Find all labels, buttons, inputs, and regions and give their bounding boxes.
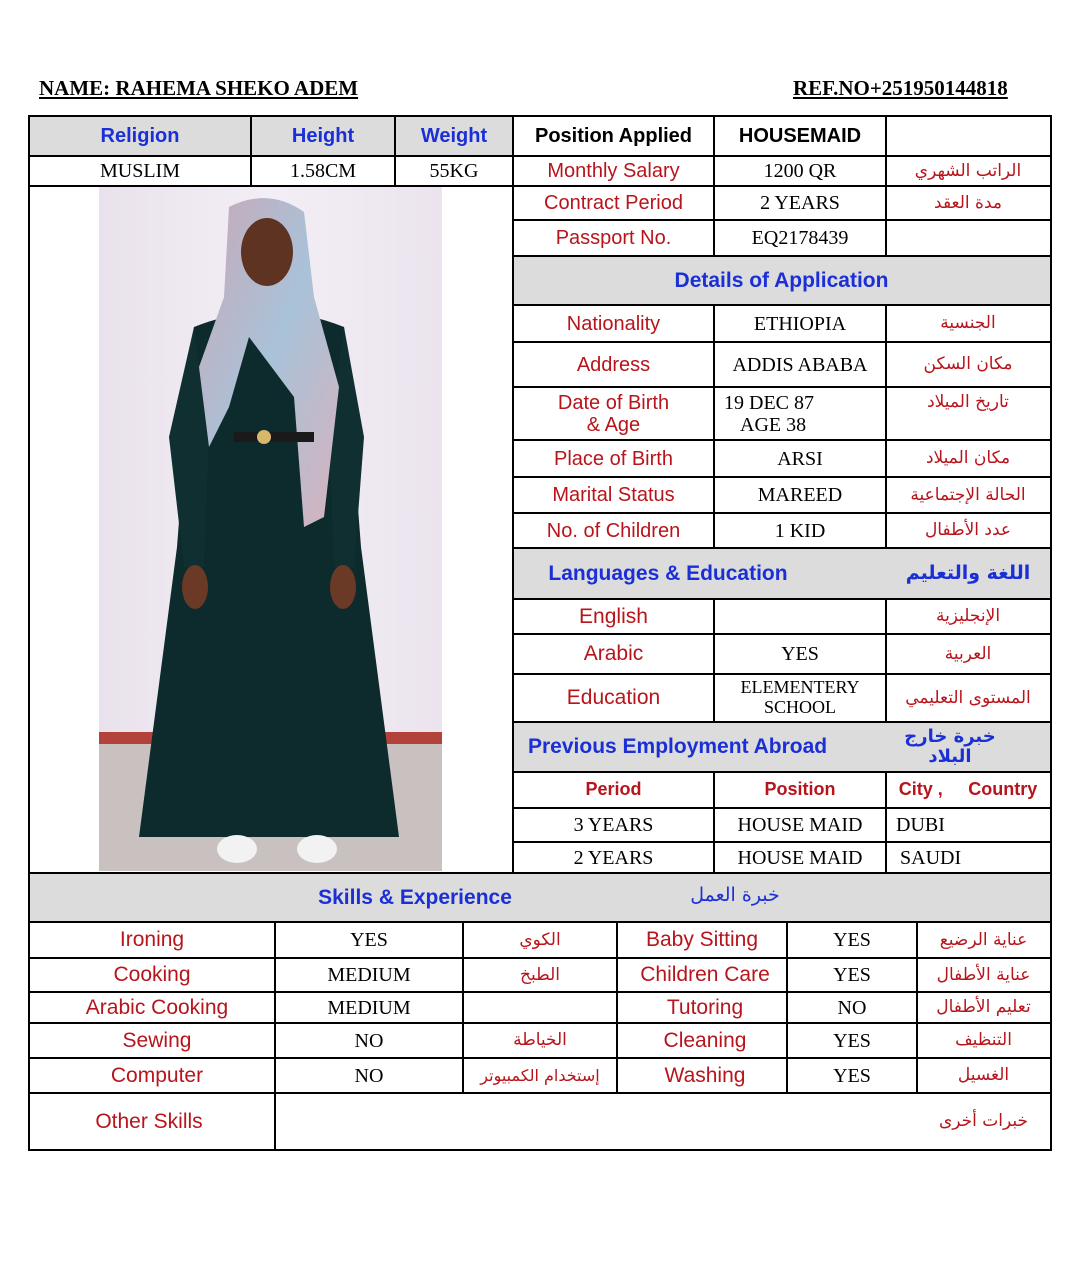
nationality-arabic: الجنسية	[940, 313, 996, 334]
marital-status-arabic: الحالة الإجتماعية	[910, 484, 1026, 505]
skill-tutoring-value: NO	[837, 996, 867, 1019]
dob-label	[513, 387, 714, 440]
children-value: 1 KID	[774, 519, 826, 542]
skills-section-title: Skills & Experience	[318, 885, 512, 909]
skill-cleaning-arabic: التنظيف	[955, 1030, 1012, 1051]
weight-label: Weight	[420, 125, 488, 147]
contract-period-label: Contract Period	[544, 192, 683, 214]
address-arabic: مكان السكن	[923, 354, 1013, 375]
skill-washing-value: YES	[833, 1064, 871, 1087]
marital-status-label: Marital Status	[552, 484, 675, 506]
dob-arabic: تاريخ الميلاد	[927, 391, 1009, 412]
skill-baby-sitting-value: YES	[833, 929, 871, 951]
skill-tutoring-arabic: تعليم الأطفال	[936, 997, 1031, 1018]
employment-row-1-position: HOUSE MAID	[737, 814, 863, 836]
nationality-label: Nationality	[566, 312, 661, 335]
skill-ironing-value: YES	[350, 929, 388, 951]
monthly-salary-label: Monthly Salary	[547, 160, 680, 182]
place-of-birth-label: Place of Birth	[554, 447, 673, 470]
skills-section-title-arabic: خبرة العمل	[690, 884, 780, 907]
skill-washing-arabic: الغسيل	[957, 1065, 1010, 1086]
height-label: Height	[291, 125, 355, 147]
employment-col-position: Position	[764, 779, 836, 800]
dob-value	[714, 387, 886, 440]
skill-arabic-cooking-label: Arabic Cooking	[85, 995, 229, 1019]
religion-value: MUSLIM	[99, 160, 180, 182]
employment-row-2-period: 2 YEARS	[573, 846, 654, 869]
other-skills-arabic: خبرات أخرى	[938, 1111, 1029, 1132]
religion-label: Religion	[100, 125, 180, 147]
skill-computer-label: Computer	[110, 1063, 204, 1087]
candidate-photo	[99, 187, 442, 871]
education-value-line1: ELEMENTERY	[740, 677, 860, 698]
employment-section-title-arabic: خبرة خارج البلاد	[904, 726, 996, 767]
skill-computer-arabic: إستخدام الكمبيوتر	[480, 1065, 600, 1085]
weight-value: 55KG	[429, 160, 479, 182]
skill-children-care-label: Children Care	[640, 963, 770, 987]
address-label: Address	[576, 353, 651, 376]
languages-section-title-arabic: اللغة والتعليم	[905, 562, 1031, 585]
education-arabic: المستوى التعليمي	[905, 687, 1031, 708]
employment-section-title: Previous Employment Abroad	[528, 735, 828, 759]
employment-row-1-place: DUBI	[896, 814, 945, 836]
passport-value: EQ2178439	[751, 227, 849, 249]
skill-cooking-label: Cooking	[113, 963, 191, 987]
employment-row-1-period: 3 YEARS	[573, 814, 654, 836]
monthly-salary-arabic: الراتب الشهري	[914, 160, 1022, 181]
skill-ironing-label: Ironing	[119, 928, 185, 952]
skill-sewing-arabic: الخياطة	[513, 1030, 567, 1051]
contract-period-arabic: مدة العقد	[934, 192, 1002, 213]
skill-arabic-cooking-value: MEDIUM	[327, 996, 411, 1019]
monthly-salary-value: 1200 QR	[763, 160, 837, 182]
employment-row-2-position: HOUSE MAID	[737, 846, 863, 869]
skill-tutoring-label: Tutoring	[666, 995, 744, 1019]
employment-col-country: Country	[968, 779, 1038, 800]
skill-children-care-arabic: عناية الأطفال	[936, 964, 1031, 985]
education-value	[714, 674, 886, 722]
skill-cooking-arabic: الطبخ	[520, 964, 560, 985]
place-of-birth-value: ARSI	[777, 447, 823, 470]
employment-col-period: Period	[585, 779, 642, 800]
height-value: 1.58CM	[289, 160, 357, 182]
english-arabic: الإنجليزية	[935, 606, 1001, 627]
skill-ironing-arabic: الكوي	[519, 929, 561, 950]
reference-number: REF.NO+251950144818	[793, 76, 1008, 100]
passport-label: Passport No.	[555, 227, 672, 249]
marital-status-value: MAREED	[757, 484, 843, 506]
skill-cooking-value: MEDIUM	[327, 964, 411, 986]
skill-computer-value: NO	[354, 1064, 384, 1087]
position-applied-label: Position Applied	[534, 125, 693, 147]
details-section-title: Details of Application	[513, 256, 1050, 305]
arabic-value: YES	[781, 643, 819, 665]
contract-period-value: 2 YEARS	[760, 192, 840, 214]
skill-cleaning-label: Cleaning	[663, 1028, 747, 1052]
english-value	[714, 599, 886, 634]
skill-sewing-value: NO	[354, 1029, 384, 1052]
employment-col-city-country	[886, 772, 1050, 808]
candidate-name: NAME: RAHEMA SHEKO ADEM	[39, 76, 359, 100]
skill-baby-sitting-label: Baby Sitting	[645, 928, 759, 952]
skill-baby-sitting-arabic: عناية الرضيع	[939, 929, 1028, 950]
dob-label-line1: Date of Birth	[557, 391, 670, 414]
arabic-arabic: العربية	[944, 643, 992, 664]
arabic-label: Arabic	[583, 642, 644, 666]
skill-washing-label: Washing	[664, 1063, 746, 1087]
address-value: ADDIS ABABA	[732, 353, 868, 376]
skill-children-care-value: YES	[833, 964, 871, 986]
position-applied-value: HOUSEMAID	[738, 125, 862, 147]
other-skills-label: Other Skills	[95, 1109, 203, 1133]
children-label: No. of Children	[546, 519, 681, 542]
children-arabic: عدد الأطفال	[924, 520, 1012, 541]
languages-section-title: Languages & Education	[548, 561, 788, 585]
dob-age: AGE 38	[740, 413, 807, 436]
education-value-line2: SCHOOL	[763, 697, 836, 717]
dob-label-line2: & Age	[586, 413, 641, 436]
place-of-birth-arabic: مكان الميلاد	[925, 448, 1011, 469]
dob-date: 19 DEC 87	[724, 391, 814, 414]
skill-cleaning-value: YES	[833, 1029, 871, 1052]
skill-sewing-label: Sewing	[122, 1028, 192, 1052]
english-label: English	[579, 604, 648, 628]
employment-col-city: City ,	[898, 779, 943, 800]
education-label: Education	[566, 686, 661, 710]
nationality-value: ETHIOPIA	[753, 312, 847, 335]
employment-row-2-place: SAUDI	[900, 846, 962, 869]
photo-illustration	[99, 187, 442, 871]
